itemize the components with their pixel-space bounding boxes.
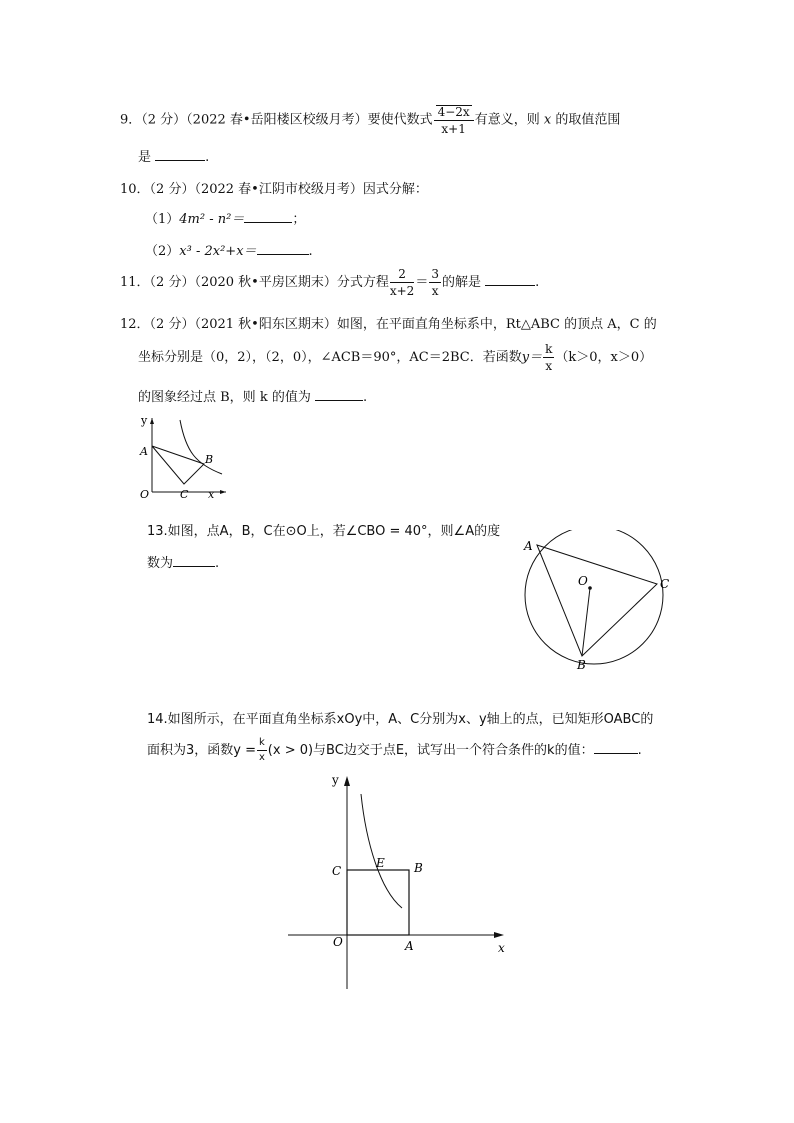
label-y: y — [141, 414, 148, 427]
question-text: 有意义，则 — [474, 112, 540, 128]
fraction: $\frac{k}{x}$ — [545, 342, 553, 373]
answer-blank[interactable] — [155, 148, 205, 161]
question-14-figure — [280, 772, 510, 992]
question-meta: （2 分）（2022 春•岳阳楼区校级月考） — [141, 112, 368, 128]
x-axis-arrow — [220, 490, 226, 494]
label-a: A — [140, 445, 148, 458]
question-14-line2: 面积为3，函数y = $\frac{k}{x}$ (x > 0)与BC边交于点E，试写出一个符合条件的k的值： . — [147, 737, 642, 763]
question-10-part2: （2）x³ - 2x²+x＝ . — [145, 244, 313, 259]
label-x: x — [498, 941, 505, 955]
label-x: x — [208, 488, 215, 501]
fraction: $\frac{2}{x+2}$ — [389, 267, 415, 298]
question-9-line2: 是 . — [138, 150, 210, 165]
triangle-abc — [152, 446, 204, 484]
question-14-line1: 14.如图所示，在平面直角坐标系xOy中，A、C分别为x、y轴上的点，已知矩形OABC的 — [147, 712, 654, 727]
label-e: E — [376, 856, 385, 870]
question-11: 11．（2 分）（2020 秋•平房区期末）分式方程 $\frac{2}{x+2}$ ＝ $\frac{3}{x}$ 的解是 . — [120, 267, 540, 298]
answer-blank[interactable] — [244, 210, 292, 223]
hyperbola-curve — [361, 794, 402, 908]
label-b: B — [577, 658, 586, 672]
answer-blank[interactable] — [485, 273, 535, 286]
rectangle-oabc — [347, 870, 409, 935]
label-a: A — [405, 939, 414, 953]
question-9-line1: 9．（2 分）（2022 春•岳阳楼区校级月考）要使代数式 $\frac{4-2x}{x+1}$ 有意义，则 x 的取值范围 — [120, 105, 621, 136]
sqrt-expression: 4−2x — [437, 105, 470, 119]
fraction: $\frac{3}{x}$ — [431, 267, 439, 298]
label-b: B — [205, 453, 214, 466]
question-text: 要使代数式 — [367, 112, 433, 128]
label-c: C — [332, 864, 342, 878]
question-12-line2: 坐标分别是（0，2），（2，0），∠ACB＝90°，AC＝2BC．若函数y＝ $\frac{k}{x}$ （k＞0，x＞0） — [138, 342, 653, 373]
answer-blank[interactable] — [315, 388, 363, 401]
label-a: A — [524, 539, 533, 553]
label-o: O — [578, 574, 588, 588]
y-axis-arrow — [344, 776, 350, 786]
fraction: $\frac{k}{x}$ — [258, 737, 265, 763]
hyperbola-curve — [180, 420, 222, 474]
answer-blank[interactable] — [257, 242, 309, 255]
question-12-line3: 的图象经过点 B，则 k 的值为 . — [138, 390, 368, 405]
question-10-line1: 10．（2 分）（2022 春•江阴市校级月考）因式分解： — [120, 182, 428, 197]
label-c: C — [660, 577, 670, 591]
label-c: C — [180, 488, 189, 501]
label-o: O — [333, 935, 343, 949]
question-12-line1: 12．（2 分）（2021 秋•阳东区期末）如图，在平面直角坐标系中，Rt△ABC 的顶点 A，C 的 — [120, 317, 657, 332]
y-axis-arrow — [150, 418, 154, 424]
question-13-line2: 数为 . — [147, 556, 220, 571]
answer-blank[interactable] — [173, 554, 215, 567]
center-point — [588, 586, 592, 590]
label-b: B — [414, 861, 423, 875]
question-12-figure — [130, 412, 230, 504]
x-axis-arrow — [494, 932, 504, 938]
label-o: O — [140, 488, 150, 501]
question-number: 9． — [120, 112, 142, 128]
question-text: 的取值范围 — [555, 112, 621, 128]
answer-blank[interactable] — [594, 741, 638, 754]
triangle-abc — [537, 545, 657, 656]
radius-ob — [582, 588, 590, 656]
label-y: y — [332, 773, 339, 787]
question-10-part1: （1）4m² - n²＝ ； — [145, 212, 306, 227]
fraction: $\frac{4-2x}{x+1}$ — [434, 105, 474, 135]
question-13-line1: 13.如图，点A，B，C在⊙O上，若∠CBO = 40°，则∠A的度 — [147, 524, 501, 539]
question-13-figure — [518, 530, 678, 672]
